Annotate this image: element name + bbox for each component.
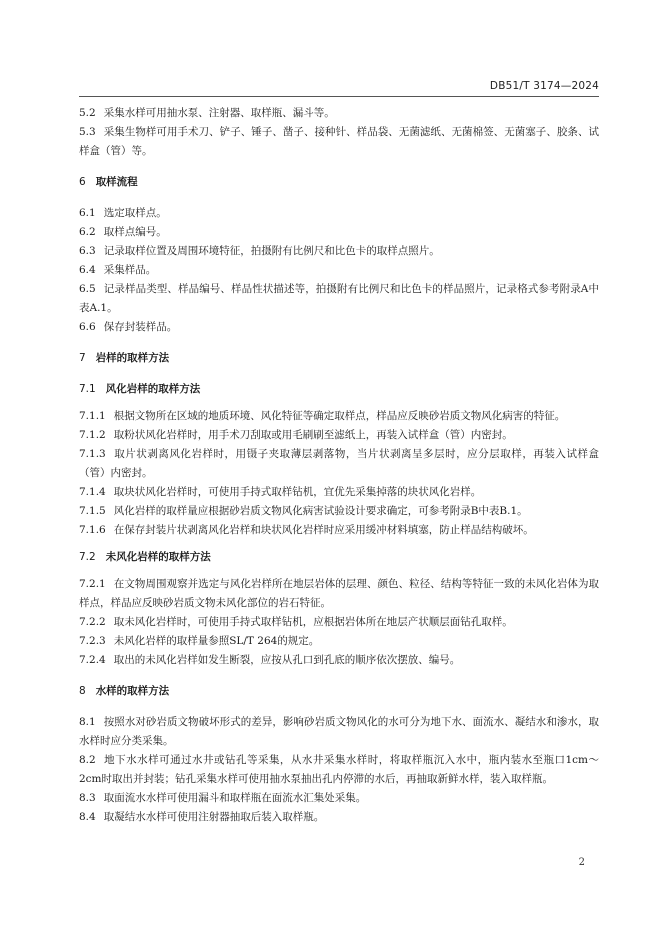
clause-number: 7.1.4: [79, 486, 106, 498]
clause-text: 采集样品。: [103, 264, 157, 276]
clause-text: 根据文物所在区域的地质环境、风化特征等确定取样点，样品应反映砂岩质文物风化病害的特征。: [113, 410, 566, 422]
header-divider: [79, 96, 599, 97]
clause-text: 取样点编号。: [103, 226, 167, 238]
clause-paragraph: [79, 483, 599, 502]
clause-number: 7.2.4: [79, 654, 106, 666]
clause-paragraph: [79, 223, 599, 242]
clause-number: 6.6: [79, 321, 96, 333]
clause-number: 6.1: [79, 207, 96, 219]
clause-text: 地下水水样可通过水井或钻孔等采集，从水井采集水样时，将取样瓶沉入水中，瓶内装水至瓶口1cm～2cm时取出并封装；钻孔采集水样可使用抽水泵抽出孔内停滞的水后，再抽取新鲜水样，装入取样瓶。: [79, 754, 599, 785]
clause-text: 记录样品类型、样品编号、样品性状描述等，拍摄附有比例尺和比色卡的样品照片，记录格式参考附录A中表A.1。: [79, 283, 599, 314]
clause-text: 取粉状风化岩样时，用手术刀刮取或用毛刷刷至滤纸上，再装入试样盒（管）内密封。: [113, 429, 513, 441]
clause-number: 7.2: [79, 551, 96, 563]
page-number: 2: [578, 857, 585, 868]
clause-paragraph: [79, 521, 599, 540]
clause-number: 8.2: [79, 754, 96, 766]
clause-text: 水样的取样方法: [95, 685, 170, 697]
clause-paragraph: [79, 261, 599, 280]
clause-text: 在文物周围观察并选定与风化岩样所在地层岩体的层理、颜色、粒径、结构等特征一致的未风化岩体为取样点，样品应反映砂岩质文物未风化部位的岩石特征。: [79, 578, 599, 609]
clause-paragraph: [79, 789, 599, 808]
clause-number: 7.1.3: [79, 448, 106, 460]
subsection-heading: [79, 380, 599, 399]
clause-number: 7.1.6: [79, 524, 106, 536]
clause-number: 7.2.1: [79, 578, 106, 590]
clause-paragraph: [79, 407, 599, 426]
clause-paragraph: [79, 280, 599, 318]
clause-text: 取片状剥离风化岩样时，用镊子夹取薄层剥落物，当片状剥离呈多层时，应分层取样，再装入试样盒（管）内密封。: [79, 448, 599, 479]
clause-number: 6: [79, 176, 86, 188]
clause-paragraph: [79, 123, 599, 161]
document-body: [79, 104, 599, 827]
section-heading: [79, 173, 599, 192]
clause-text: 记录取样位置及周围环境特征，拍摄附有比例尺和比色卡的取样点照片。: [103, 245, 440, 257]
clause-text: 保存封装样品。: [103, 321, 178, 333]
clause-number: 5.2: [79, 107, 96, 119]
clause-paragraph: [79, 104, 599, 123]
clause-number: 7.2.2: [79, 616, 106, 628]
clause-text: 按照水对砂岩质文物破坏形式的差异，影响砂岩质文物风化的水可分为地下水、面流水、凝结水和渗水，取水样时应分类采集。: [79, 716, 599, 747]
clause-paragraph: [79, 651, 599, 670]
clause-paragraph: [79, 751, 599, 789]
clause-text: 取凝结水水样可使用注射器抽取后装入取样瓶。: [103, 811, 325, 823]
clause-number: 5.3: [79, 126, 96, 138]
clause-text: 未风化岩样的取样方法: [105, 551, 211, 563]
clause-paragraph: [79, 426, 599, 445]
clause-number: 7.1.2: [79, 429, 106, 441]
clause-number: 7: [79, 352, 86, 364]
section-heading: [79, 349, 599, 368]
clause-paragraph: [79, 318, 599, 337]
clause-paragraph: [79, 713, 599, 751]
clause-number: 7.2.3: [79, 635, 106, 647]
clause-text: 取块状风化岩样时，可使用手持式取样钻机，宜优先采集掉落的块状风化岩样。: [113, 486, 482, 498]
subsection-heading: [79, 548, 599, 567]
clause-number: 7.1.1: [79, 410, 106, 422]
clause-text: 取出的未风化岩样如发生断裂，应按从孔口到孔底的顺序依次摆放、编号。: [113, 654, 461, 666]
clause-text: 取样流程: [95, 176, 138, 188]
clause-paragraph: [79, 445, 599, 483]
clause-number: 6.2: [79, 226, 96, 238]
clause-text: 选定取样点。: [103, 207, 167, 219]
clause-text: 岩样的取样方法: [95, 352, 170, 364]
clause-text: 风化岩样的取样量应根据砂岩质文物风化病害试验设计要求确定，可参考附录B中表B.1。: [113, 505, 528, 517]
clause-paragraph: [79, 575, 599, 613]
clause-text: 风化岩样的取样方法: [105, 383, 201, 395]
clause-number: 8: [79, 685, 86, 697]
clause-text: 取面流水水样可使用漏斗和取样瓶在面流水汇集处采集。: [103, 792, 367, 804]
clause-paragraph: [79, 632, 599, 651]
clause-text: 未风化岩样的取样量参照SL/T 264的规定。: [113, 635, 320, 647]
section-heading: [79, 682, 599, 701]
clause-number: 7.1: [79, 383, 96, 395]
clause-text: 取未风化岩样时，可使用手持式取样钻机，应根据岩体所在地层产状顺层面钻孔取样。: [113, 616, 513, 628]
clause-number: 8.4: [79, 811, 96, 823]
clause-number: 6.3: [79, 245, 96, 257]
document-code: DB51/T 3174—2024: [489, 80, 599, 92]
clause-paragraph: [79, 204, 599, 223]
clause-paragraph: [79, 502, 599, 521]
clause-paragraph: [79, 613, 599, 632]
clause-number: 8.1: [79, 716, 96, 728]
clause-text: 采集生物样可用手术刀、铲子、锤子、凿子、接种针、样品袋、无菌滤纸、无菌棉签、无菌塞子、胶条、试样盒（管）等。: [79, 126, 599, 157]
clause-paragraph: [79, 242, 599, 261]
clause-number: 7.1.5: [79, 505, 106, 517]
clause-number: 6.5: [79, 283, 96, 295]
clause-text: 在保存封装片状剥离风化岩样和块状风化岩样时应采用缓冲材料填塞，防止样品结构破坏。: [113, 524, 534, 536]
clause-text: 采集水样可用抽水泵、注射器、取样瓶、漏斗等。: [103, 107, 335, 119]
clause-paragraph: [79, 808, 599, 827]
clause-number: 6.4: [79, 264, 96, 276]
clause-number: 8.3: [79, 792, 96, 804]
